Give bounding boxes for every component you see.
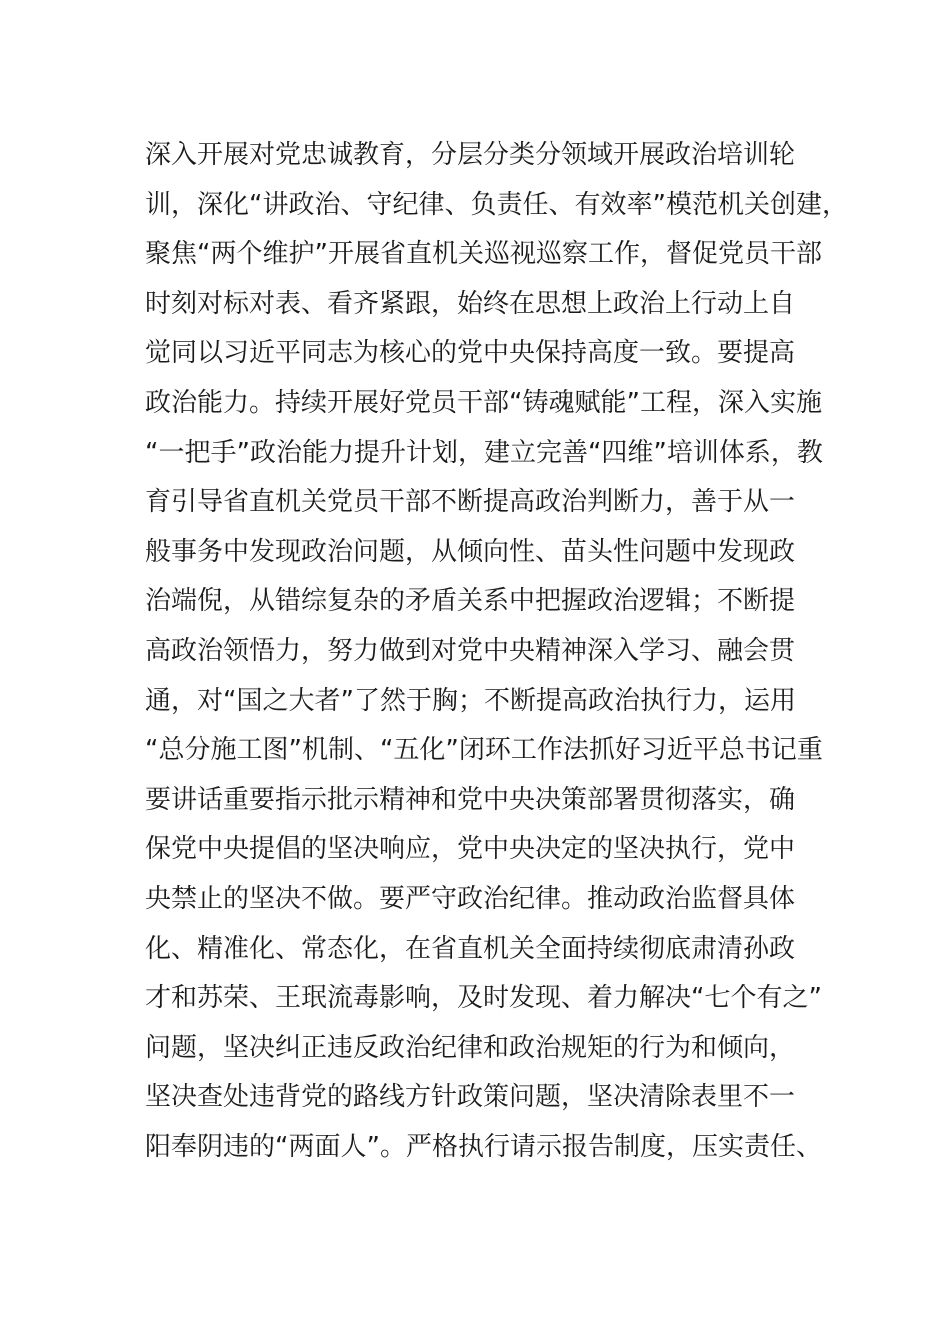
text-line-20: 坚决查处违背党的路线方针政策问题，坚决清除表里不一 xyxy=(145,1082,796,1113)
text-line-11: 高政治领悟力，努力做到对党中央精神深入学习、融会贯 xyxy=(145,635,796,666)
text-line-12: 通，对“国之大者”了然于胸；不断提高政治执行力，运用 xyxy=(145,685,796,716)
text-line-4: 时刻对标对表、看齐紧跟，始终在思想上政治上行动上自 xyxy=(145,288,796,319)
text-line-17: 化、精准化、常态化，在省直机关全面持续彻底肃清孙政 xyxy=(145,933,796,964)
text-line-9: 般事务中发现政治问题，从倾向性、苗头性问题中发现政 xyxy=(145,536,796,567)
text-line-15: 保党中央提倡的坚决响应，党中央决定的坚决执行，党中 xyxy=(145,834,796,865)
text-line-2: 训，深化“讲政治、守纪律、负责任、有效率”模范机关创建， xyxy=(145,189,848,220)
text-line-19: 问题，坚决纠正违反政治纪律和政治规矩的行为和倾向， xyxy=(145,1032,796,1063)
text-line-7: “一把手”政治能力提升计划，建立完善“四维”培训体系，教 xyxy=(145,437,823,468)
text-line-5: 觉同以习近平同志为核心的党中央保持高度一致。要提高 xyxy=(145,338,796,369)
text-line-14: 要讲话重要指示批示精神和党中央决策部署贯彻落实，确 xyxy=(145,784,796,815)
text-line-8: 育引导省直机关党员干部不断提高政治判断力，善于从一 xyxy=(145,487,796,518)
text-line-10: 治端倪，从错综复杂的矛盾关系中把握政治逻辑；不断提 xyxy=(145,586,796,617)
text-line-3: 聚焦“两个维护”开展省直机关巡视巡察工作，督促党员干部 xyxy=(145,239,822,270)
text-line-16: 央禁止的坚决不做。要严守政治纪律。推动政治监督具体 xyxy=(145,883,796,914)
text-line-6: 政治能力。持续开展好党员干部“铸魂赋能”工程，深入实施 xyxy=(145,387,822,418)
text-line-21: 阳奉阴违的“两面人”。严格执行请示报告制度，压实责任、 xyxy=(145,1131,822,1162)
text-line-18: 才和苏荣、王珉流毒影响，及时发现、着力解决“七个有之” xyxy=(145,983,822,1014)
text-line-1: 深入开展对党忠诚教育，分层分类分领域开展政治培训轮 xyxy=(145,140,796,170)
body-paragraph xyxy=(145,131,848,1172)
text-line-13: “总分施工图”机制、“五化”闭环工作法抓好习近平总书记重 xyxy=(145,735,823,766)
